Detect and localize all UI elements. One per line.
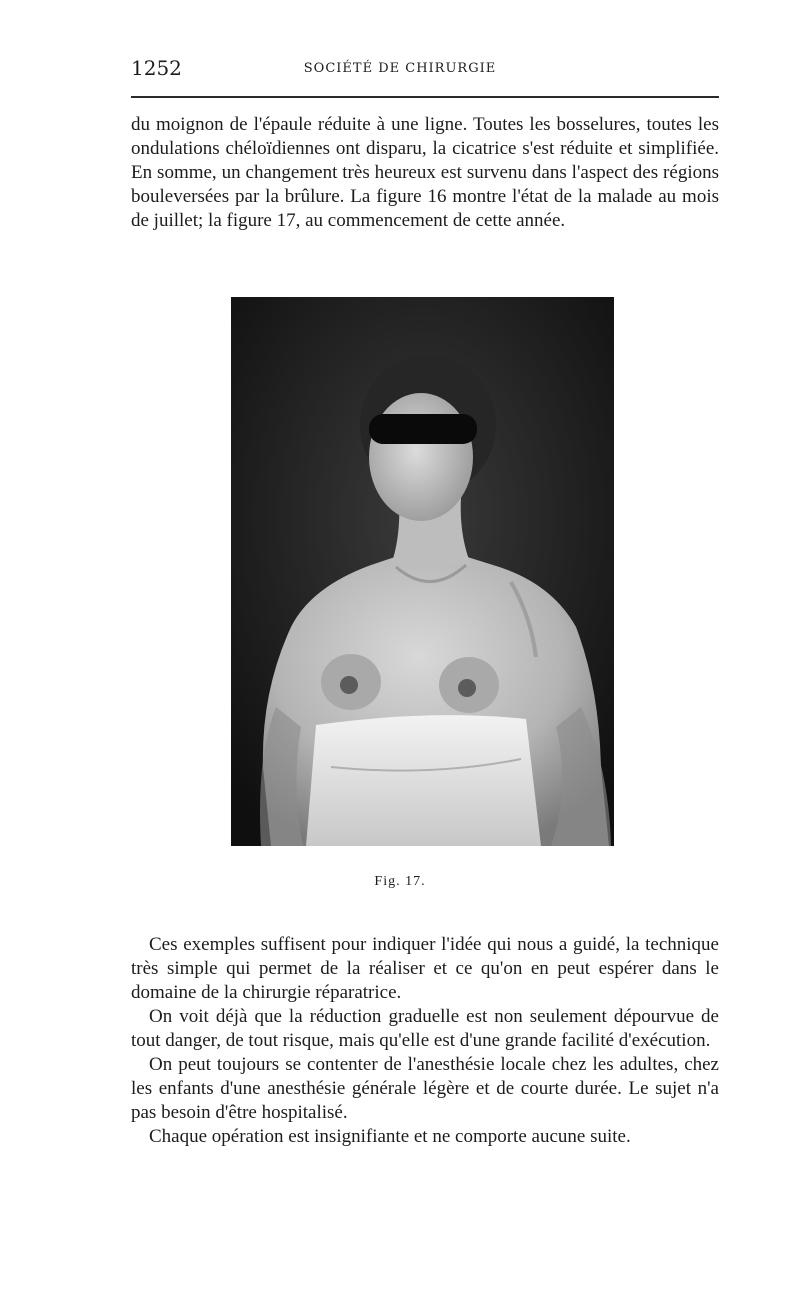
paragraph-top [131, 113, 719, 233]
figure-photograph [231, 297, 614, 846]
header-rule [131, 96, 719, 98]
paragraph-2: On voit déjà que la réduction graduelle est non seulement dépourvue de tout danger, de tout risque, mais qu'elle est d'une grande facilité d'exécution. [131, 1006, 719, 1051]
paragraph-1: Ces exemples suffisent pour indiquer l'idée qui nous a guidé, la technique très simple qui permet de la réaliser et ce qu'on en peut espérer dans le domaine de la chirurgie réparatrice. [131, 934, 719, 1003]
running-head: SOCIÉTÉ DE CHIRURGIE [303, 61, 497, 76]
paragraphs-bottom [131, 933, 719, 1149]
paragraph-3: On peut toujours se contenter de l'anesthésie locale chez les adultes, chez les enfants d'une anesthésie générale légère et de courte durée. Le sujet n'a pas besoin d'être hospitalisé. [131, 1054, 719, 1123]
page-number: 1252 [131, 56, 182, 80]
figure-caption: Fig. 17. [374, 874, 426, 889]
paragraph-4: Chaque opération est insignifiante et ne comporte aucune suite. [149, 1126, 631, 1147]
paragraph-top-text: du moignon de l'épaule réduite à une ligne. Toutes les bosselures, toutes les ondulations chéloïdiennes ont disparu, la cicatrice s'est réduite et simplifiée. En somme, un changement très heureux est survenu dans l'aspect des régions bouleversées par la brûlure. La figure 16 montre l'état de la malade au mois de juillet; la figure 17, au commencement de cette année. [131, 114, 719, 231]
